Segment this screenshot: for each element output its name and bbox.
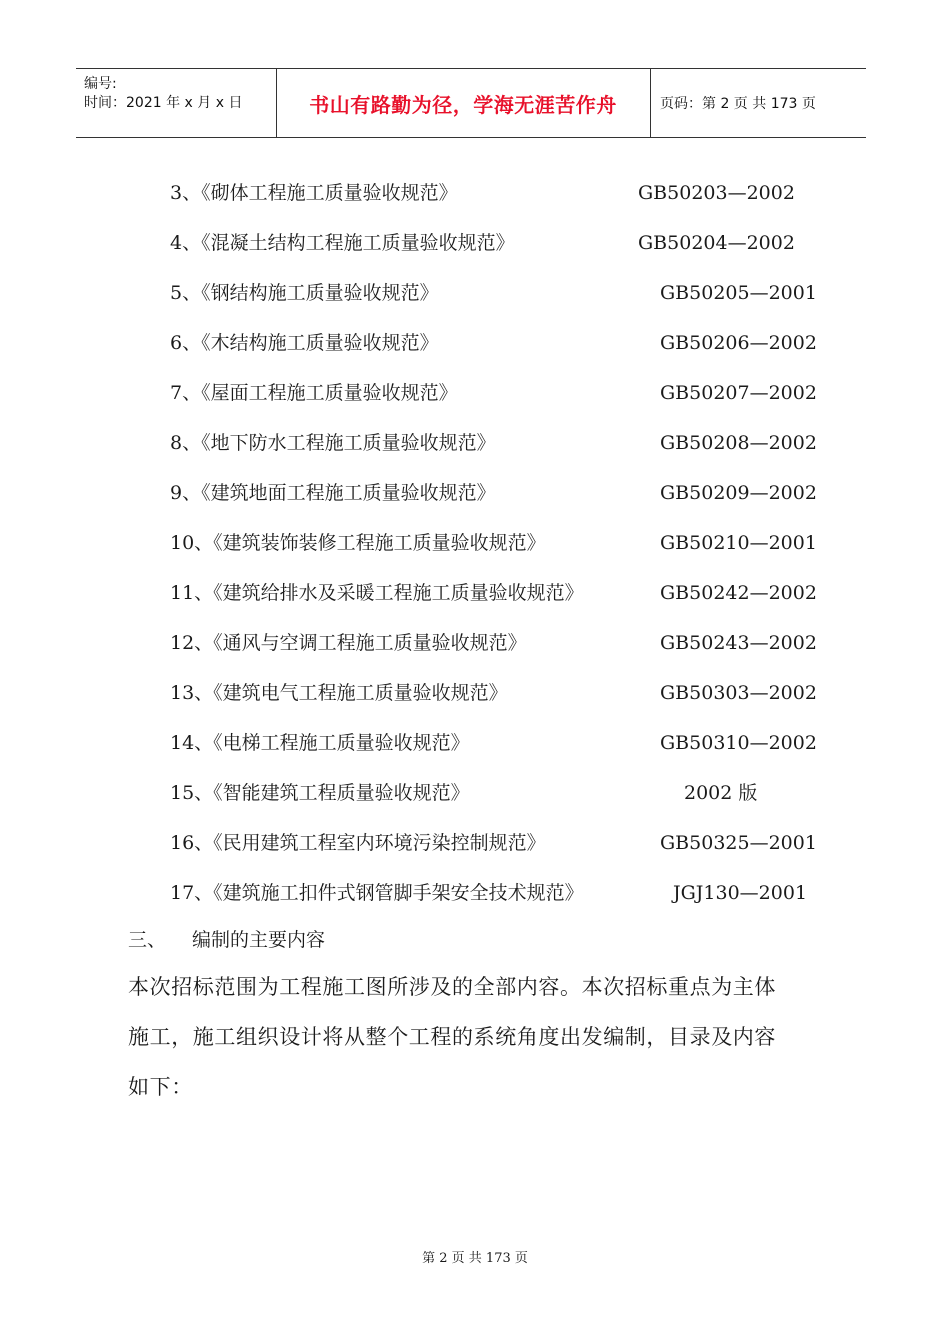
standard-list-item xyxy=(170,378,830,408)
standard-list-item xyxy=(170,628,830,658)
header-page-cell xyxy=(650,69,866,137)
standard-code: GB50206—2002 xyxy=(660,332,817,354)
standard-list-item xyxy=(170,728,830,758)
paragraph-line: 本次招标范围为工程施工图所涉及的全部内容。本次招标重点为主体 xyxy=(128,975,776,999)
standard-title: 6、《木结构施工质量验收规范》 xyxy=(170,332,439,354)
paragraph-line: 如下： xyxy=(128,1075,193,1099)
standard-list-item xyxy=(170,878,830,908)
standard-code: GB50204—2002 xyxy=(638,232,795,254)
standard-code: GB50209—2002 xyxy=(660,482,817,504)
document-time-label: 时间：2021 年 x 月 x 日 xyxy=(84,95,243,111)
standard-title: 13、《建筑电气工程施工质量验收规范》 xyxy=(170,682,508,704)
standard-code: GB50325—2001 xyxy=(660,832,817,854)
standard-code: GB50243—2002 xyxy=(660,632,817,654)
standard-code: GB50242—2002 xyxy=(660,582,817,604)
standard-title: 17、《建筑施工扣件式钢管脚手架安全技术规范》 xyxy=(170,882,584,904)
standard-title: 5、《钢结构施工质量验收规范》 xyxy=(170,282,439,304)
standard-list-item xyxy=(170,678,830,708)
standard-code: GB50205—2001 xyxy=(660,282,817,304)
standard-title: 8、《地下防水工程施工质量验收规范》 xyxy=(170,432,496,454)
standard-title: 10、《建筑装饰装修工程施工质量验收规范》 xyxy=(170,532,546,554)
paragraph-line: 施工，施工组织设计将从整个工程的系统角度出发编制，目录及内容 xyxy=(128,1025,776,1049)
standard-code: GB50210—2001 xyxy=(660,532,817,554)
standard-list-item xyxy=(170,178,830,208)
document-number-label: 编号: xyxy=(84,76,117,92)
section-heading xyxy=(128,925,325,955)
section-title: 编制的主要内容 xyxy=(192,929,326,951)
standard-list-item xyxy=(170,828,830,858)
standard-title: 3、《砌体工程施工质量验收规范》 xyxy=(170,182,458,204)
standard-title: 15、《智能建筑工程质量验收规范》 xyxy=(170,782,470,804)
standard-list-item xyxy=(170,528,830,558)
standard-code: GB50310—2002 xyxy=(660,732,817,754)
standard-code: 2002 版 xyxy=(684,782,758,804)
standard-code: GB50203—2002 xyxy=(638,182,795,204)
page-footer: 第 2 页 共 173 页 xyxy=(422,1251,528,1266)
standard-title: 14、《电梯工程施工质量验收规范》 xyxy=(170,732,470,754)
standard-list-item xyxy=(170,778,830,808)
standard-title: 4、《混凝土结构工程施工质量验收规范》 xyxy=(170,232,515,254)
standard-list-item xyxy=(170,228,830,258)
standard-list-item xyxy=(170,428,830,458)
standard-code: JGJ130—2001 xyxy=(673,882,808,904)
standard-list-item xyxy=(170,478,830,508)
standard-title: 12、《通风与空调工程施工质量验收规范》 xyxy=(170,632,527,654)
standard-title: 16、《民用建筑工程室内环境污染控制规范》 xyxy=(170,832,546,854)
standard-list-item xyxy=(170,578,830,608)
standard-code: GB50208—2002 xyxy=(660,432,817,454)
header-page-number: 页码：第 2 页 共 173 页 xyxy=(660,96,816,112)
page-header xyxy=(76,68,866,138)
header-meta-cell xyxy=(76,69,277,137)
standard-code: GB50303—2002 xyxy=(660,682,817,704)
header-slogan: 书山有路勤为径，学海无涯苦作舟 xyxy=(309,92,617,117)
standard-title: 7、《屋面工程施工质量验收规范》 xyxy=(170,382,458,404)
standard-code: GB50207—2002 xyxy=(660,382,817,404)
standard-title: 9、《建筑地面工程施工质量验收规范》 xyxy=(170,482,496,504)
header-slogan-cell xyxy=(276,69,651,137)
standard-list-item xyxy=(170,328,830,358)
standard-list-item xyxy=(170,278,830,308)
section-number: 三、 xyxy=(128,929,167,951)
standard-title: 11、《建筑给排水及采暖工程施工质量验收规范》 xyxy=(170,582,584,604)
